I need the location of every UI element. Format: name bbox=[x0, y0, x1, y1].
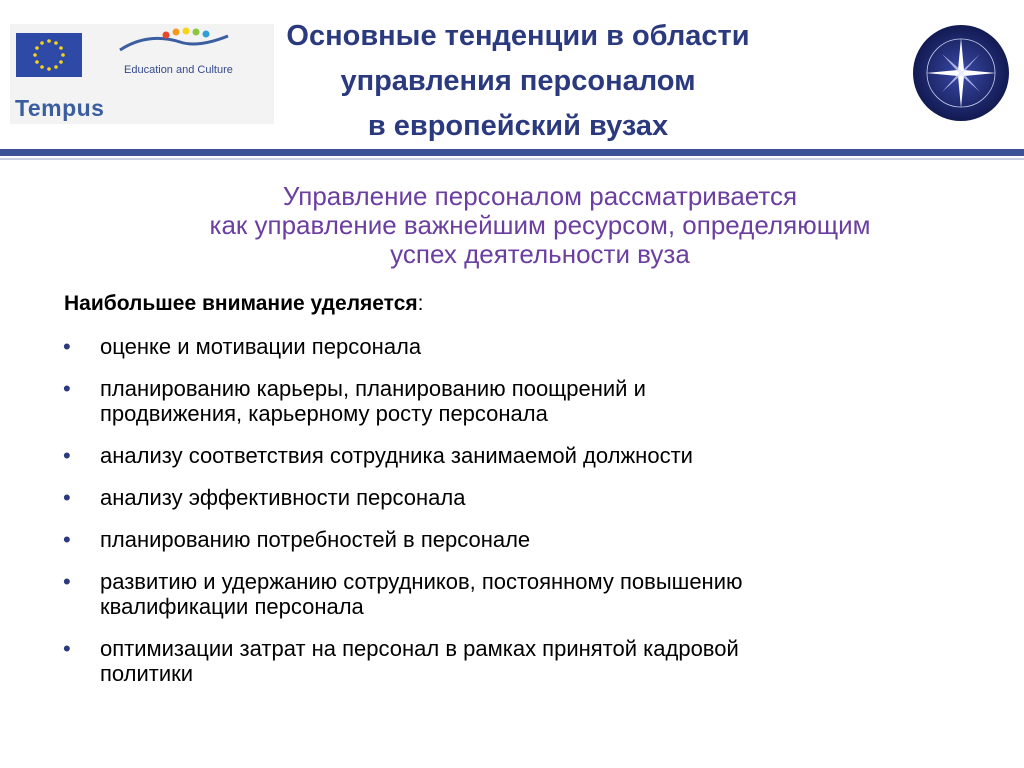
slide-title bbox=[280, 14, 756, 149]
education-culture-logo bbox=[118, 26, 230, 56]
list-item bbox=[60, 636, 960, 686]
intro-statement bbox=[60, 182, 1020, 269]
list-item-line: анализу соответствия сотрудника занимаемой должности bbox=[100, 443, 693, 468]
list-heading bbox=[64, 292, 423, 316]
list-item-line: квалификации персонала bbox=[100, 594, 364, 619]
header-divider bbox=[0, 149, 1024, 156]
bullet-icon: • bbox=[63, 443, 71, 468]
title-line: в европейский вузах bbox=[367, 110, 669, 142]
list-heading-colon: : bbox=[417, 292, 424, 315]
eu-flag-logo bbox=[16, 33, 82, 77]
list-item-line: планированию потребностей в персонале bbox=[100, 527, 531, 552]
list-item bbox=[60, 527, 960, 552]
list-item-line: развитию и удержанию сотрудников, постоянному повышению bbox=[100, 569, 743, 594]
list-item-line: оптимизации затрат на персонал в рамках принятой кадровой bbox=[100, 636, 739, 661]
bullet-icon: • bbox=[63, 376, 71, 401]
list-item-line: планированию карьеры, планированию поощрений и bbox=[100, 376, 646, 401]
intro-line: Управление персоналом рассматривается bbox=[282, 181, 798, 211]
tempus-label: Tempus bbox=[15, 95, 105, 121]
bullet-icon: • bbox=[63, 334, 71, 359]
list-item bbox=[60, 334, 960, 359]
list-item-line: политики bbox=[100, 661, 194, 686]
list-item-line: продвижения, карьерному росту персонала bbox=[100, 401, 548, 426]
list-item bbox=[60, 569, 960, 619]
university-seal-logo bbox=[912, 24, 1010, 122]
title-line: управления персоналом bbox=[340, 65, 696, 97]
intro-line: успех деятельности вуза bbox=[390, 239, 690, 269]
focus-areas-list bbox=[60, 334, 960, 703]
title-line: Основные тенденции в области bbox=[286, 20, 750, 52]
bullet-icon: • bbox=[63, 569, 71, 594]
header-divider-shadow bbox=[0, 158, 1024, 160]
bullet-icon: • bbox=[63, 527, 71, 552]
list-item-line: анализу эффективности персонала bbox=[100, 485, 466, 510]
bullet-icon: • bbox=[63, 636, 71, 661]
list-item-line: оценке и мотивации персонала bbox=[100, 334, 422, 359]
education-culture-label: Education and Culture bbox=[124, 64, 233, 76]
bullet-icon: • bbox=[63, 485, 71, 510]
list-heading-text: Наибольшее внимание уделяется bbox=[64, 292, 418, 315]
list-item bbox=[60, 485, 960, 510]
list-item bbox=[60, 376, 960, 426]
list-item bbox=[60, 443, 960, 468]
intro-line: как управление важнейшим ресурсом, определяющим bbox=[209, 210, 871, 240]
